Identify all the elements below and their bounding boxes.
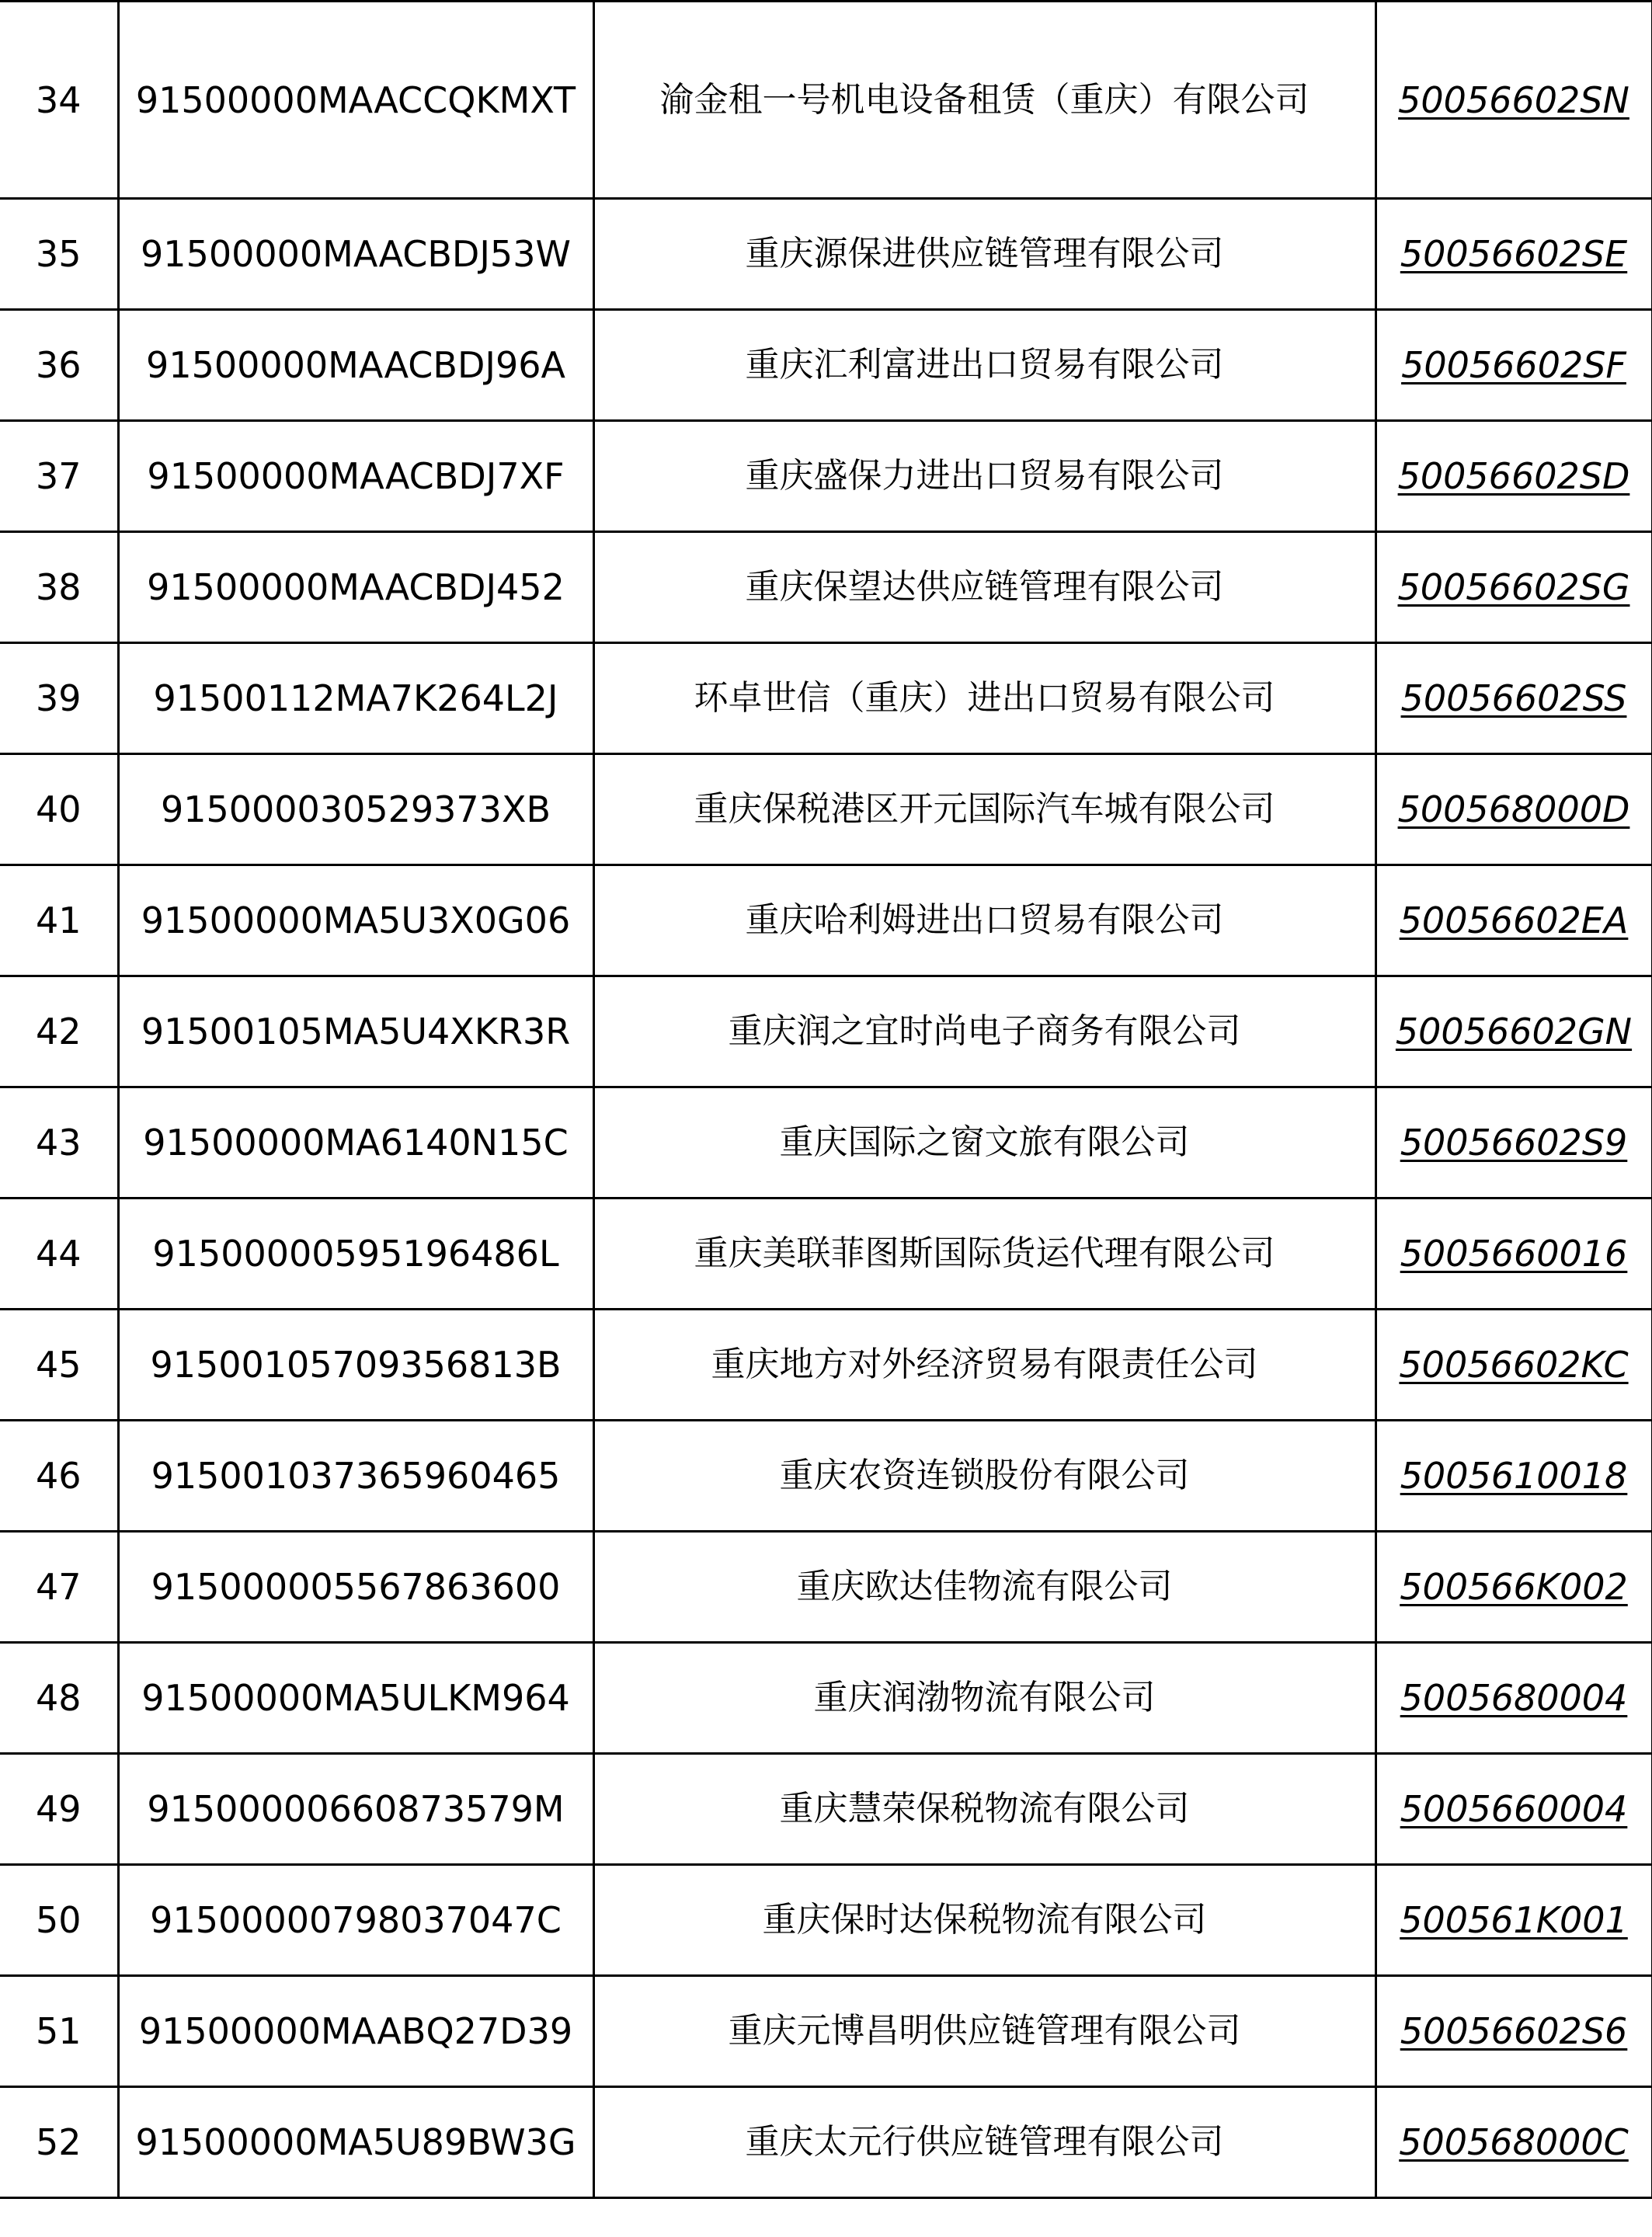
credit-code-cell: 91500000MA5U89BW3G — [118, 2087, 593, 2198]
customs-code-cell — [1376, 865, 1652, 976]
row-number-cell: 41 — [0, 865, 118, 976]
customs-code-cell — [1376, 421, 1652, 532]
customs-code-cell — [1376, 2, 1652, 199]
customs-code-cell — [1376, 1532, 1652, 1643]
row-number-cell: 43 — [0, 1087, 118, 1199]
company-name-cell: 重庆保望达供应链管理有限公司 — [593, 532, 1376, 643]
customs-code-cell — [1376, 1087, 1652, 1199]
company-name-cell: 环卓世信（重庆）进出口贸易有限公司 — [593, 643, 1376, 754]
company-name-cell: 重庆汇利富进出口贸易有限公司 — [593, 310, 1376, 421]
table-row — [0, 199, 1652, 310]
company-name-cell: 重庆太元行供应链管理有限公司 — [593, 2087, 1376, 2198]
customs-code-text: 50056602SG — [1397, 566, 1630, 608]
table-row — [0, 1310, 1652, 1421]
customs-code-text: 50056602SD — [1397, 455, 1630, 497]
company-name-cell: 重庆慧荣保税物流有限公司 — [593, 1754, 1376, 1865]
customs-code-cell — [1376, 532, 1652, 643]
customs-code-cell — [1376, 1865, 1652, 1976]
customs-code-text: 50056602SE — [1400, 233, 1628, 275]
row-number-cell: 44 — [0, 1199, 118, 1310]
customs-code-text: 50056602S6 — [1400, 2010, 1628, 2052]
table-row — [0, 1976, 1652, 2087]
table-row — [0, 310, 1652, 421]
company-name-cell: 重庆保时达保税物流有限公司 — [593, 1865, 1376, 1976]
row-number-cell: 51 — [0, 1976, 118, 2087]
customs-code-cell — [1376, 1976, 1652, 2087]
row-number-cell: 46 — [0, 1421, 118, 1532]
table-row — [0, 1087, 1652, 1199]
table-row — [0, 1532, 1652, 1643]
row-number-cell: 36 — [0, 310, 118, 421]
table-row — [0, 421, 1652, 532]
row-number-cell: 42 — [0, 976, 118, 1087]
company-name-cell: 重庆润渤物流有限公司 — [593, 1643, 1376, 1754]
company-name-cell: 渝金租一号机电设备租赁（重庆）有限公司 — [593, 2, 1376, 199]
company-name-cell: 重庆哈利姆进出口贸易有限公司 — [593, 865, 1376, 976]
row-number-cell: 49 — [0, 1754, 118, 1865]
credit-code-cell: 915000030529373XB — [118, 754, 593, 865]
table-row — [0, 1865, 1652, 1976]
customs-code-cell — [1376, 199, 1652, 310]
customs-code-text: 5005610018 — [1400, 1455, 1628, 1497]
customs-code-text: 50056602EA — [1399, 899, 1629, 941]
credit-code-cell: 915000005567863600 — [118, 1532, 593, 1643]
row-number-cell: 50 — [0, 1865, 118, 1976]
credit-code-cell: 91500000MAACBDJ452 — [118, 532, 593, 643]
customs-code-cell — [1376, 1643, 1652, 1754]
credit-code-cell: 91500105MA5U4XKR3R — [118, 976, 593, 1087]
table-row — [0, 643, 1652, 754]
customs-code-text: 50056602SS — [1400, 677, 1627, 719]
company-name-cell: 重庆美联菲图斯国际货运代理有限公司 — [593, 1199, 1376, 1310]
row-number-cell: 47 — [0, 1532, 118, 1643]
credit-code-cell: 91500000MAACBDJ7XF — [118, 421, 593, 532]
company-name-cell: 重庆源保进供应链管理有限公司 — [593, 199, 1376, 310]
table-row — [0, 1199, 1652, 1310]
row-number-cell: 37 — [0, 421, 118, 532]
credit-code-cell: 91500000MA5ULKM964 — [118, 1643, 593, 1754]
row-number-cell: 34 — [0, 2, 118, 199]
table-row — [0, 532, 1652, 643]
company-name-cell: 重庆元博昌明供应链管理有限公司 — [593, 1976, 1376, 2087]
customs-code-text: 50056602SF — [1401, 344, 1626, 386]
customs-code-text: 50056602GN — [1395, 1011, 1633, 1052]
customs-code-cell — [1376, 1754, 1652, 1865]
company-name-cell: 重庆地方对外经济贸易有限责任公司 — [593, 1310, 1376, 1421]
customs-code-text: 50056602KC — [1399, 1344, 1629, 1386]
customs-code-cell — [1376, 1199, 1652, 1310]
credit-code-cell: 91500000MAACBDJ96A — [118, 310, 593, 421]
table-body — [0, 2, 1652, 2198]
customs-code-cell — [1376, 1421, 1652, 1532]
company-name-cell: 重庆盛保力进出口贸易有限公司 — [593, 421, 1376, 532]
table-row — [0, 976, 1652, 1087]
credit-code-cell: 91500000MAABQ27D39 — [118, 1976, 593, 2087]
customs-code-cell — [1376, 754, 1652, 865]
company-name-cell: 重庆润之宜时尚电子商务有限公司 — [593, 976, 1376, 1087]
customs-code-text: 5005660016 — [1400, 1233, 1628, 1275]
table-row — [0, 1643, 1652, 1754]
customs-code-cell — [1376, 643, 1652, 754]
customs-code-text: 500568000C — [1399, 2121, 1629, 2163]
customs-code-text: 5005680004 — [1400, 1677, 1628, 1719]
company-name-cell: 重庆农资连锁股份有限公司 — [593, 1421, 1376, 1532]
credit-code-cell: 91500000MAACCQKMXT — [118, 2, 593, 199]
credit-code-cell: 91500000798037047C — [118, 1865, 593, 1976]
table-row — [0, 754, 1652, 865]
credit-code-cell: 91500105709356813B — [118, 1310, 593, 1421]
customs-code-text: 500566K002 — [1400, 1566, 1628, 1608]
customs-code-cell — [1376, 310, 1652, 421]
table-row — [0, 2087, 1652, 2198]
customs-code-text: 50056602S9 — [1400, 1122, 1628, 1164]
table-row — [0, 1754, 1652, 1865]
customs-code-cell — [1376, 976, 1652, 1087]
row-number-cell: 45 — [0, 1310, 118, 1421]
customs-code-text: 500568000D — [1397, 788, 1630, 830]
row-number-cell: 40 — [0, 754, 118, 865]
company-name-cell: 重庆欧达佳物流有限公司 — [593, 1532, 1376, 1643]
row-number-cell: 38 — [0, 532, 118, 643]
customs-code-cell — [1376, 1310, 1652, 1421]
row-number-cell: 35 — [0, 199, 118, 310]
row-number-cell: 39 — [0, 643, 118, 754]
row-number-cell: 48 — [0, 1643, 118, 1754]
table-row — [0, 865, 1652, 976]
credit-code-cell: 91500000MAACBDJ53W — [118, 199, 593, 310]
row-number-cell: 52 — [0, 2087, 118, 2198]
credit-code-cell: 915001037365960465 — [118, 1421, 593, 1532]
customs-code-text: 50056602SN — [1398, 78, 1629, 121]
customs-code-text: 5005660004 — [1400, 1788, 1628, 1830]
credit-code-cell: 91500000MA5U3X0G06 — [118, 865, 593, 976]
table-row — [0, 1421, 1652, 1532]
company-name-cell: 重庆国际之窗文旅有限公司 — [593, 1087, 1376, 1199]
company-name-cell: 重庆保税港区开元国际汽车城有限公司 — [593, 754, 1376, 865]
customs-code-text: 500561K001 — [1400, 1899, 1628, 1941]
table-row — [0, 2, 1652, 199]
customs-code-cell — [1376, 2087, 1652, 2198]
credit-code-cell: 91500000660873579M — [118, 1754, 593, 1865]
credit-code-cell: 91500000MA6140N15C — [118, 1087, 593, 1199]
credit-code-cell: 91500112MA7K264L2J — [118, 643, 593, 754]
credit-code-cell: 91500000595196486L — [118, 1199, 593, 1310]
